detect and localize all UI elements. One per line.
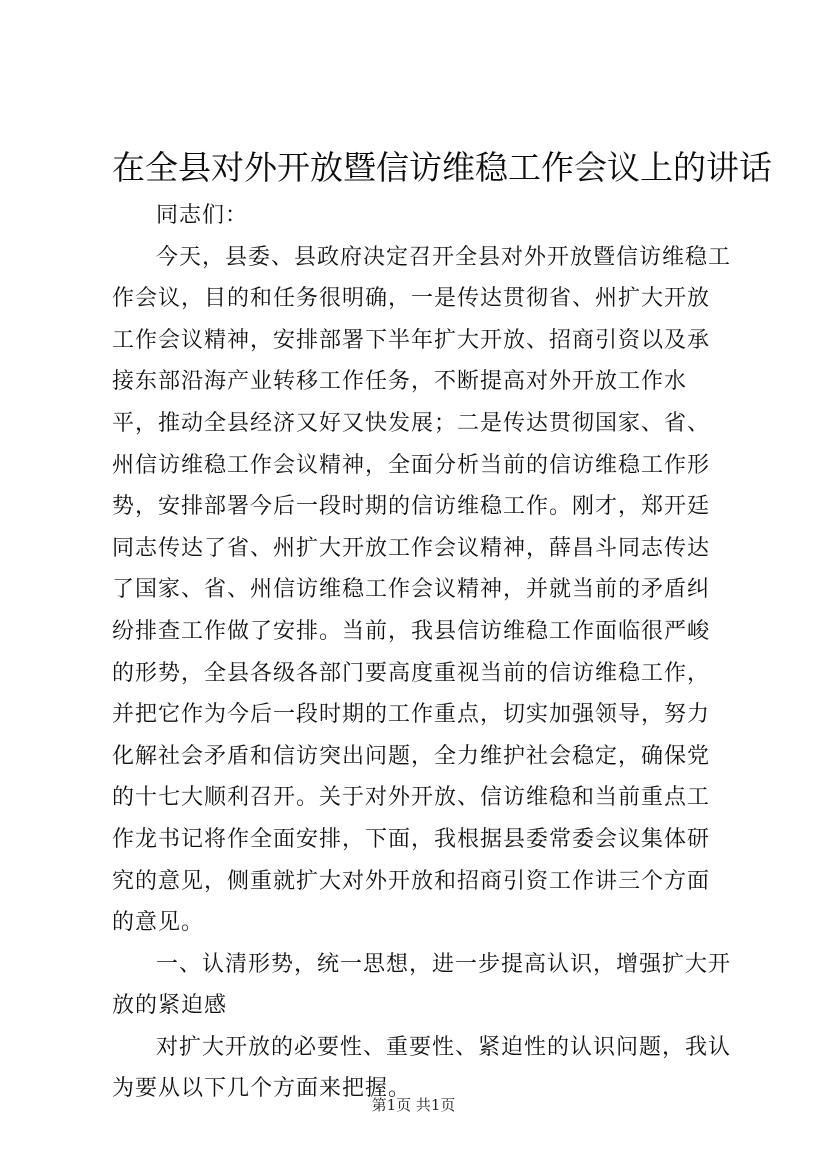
document-title: 在全县对外开放暨信访维稳工作会议上的讲话 (112, 148, 772, 187)
paragraph-section-1: 对扩大开放的必要性、重要性、紧迫性的认识问题，我认为要从以下几个方面来把握。 (112, 1034, 732, 1102)
paragraph-intro: 今天，县委、县政府决定召开全县对外开放暨信访维稳工作会议，目的和任务很明确，一是传达贯彻省、州扩大开放工作会议精神，安排部署下半年扩大开放、招商引资以及承接东部沿海产业转移工作任务，不断提高对外开放工作水平，推动全县经济又好又快发展；二是传达贯彻国家、省、州信访维稳工作会议精神，全面分析当前的信访维稳工作形势，安排部署今后一段时期的信访维稳工作。刚才，郑开廷同志传达了省、州扩大开放工作会议精神，薛昌斗同志传达了国家、省、州信访维稳工作会议精神，并就当前的矛盾纠纷排查工作做了安排。当前，我县信访维稳工作面临很严峻的形势，全县各级各部门要高度重视当前的信访维稳工作，并把它作为今后一段时期的工作重点，切实加强领导，努力化解社会矛盾和信访突出问题，全力维护社会稳定，确保党的十七大顺利召开。关于对外开放、信访维稳和当前重点工作龙书记将作全面安排，下面，我根据县委常委会议集体研究的意见，侧重就扩大对外开放和招商引资工作讲三个方面的意见。 (112, 244, 732, 936)
salutation: 同志们： (156, 203, 249, 228)
document-body (112, 195, 732, 1110)
section-heading-1: 一、认清形势，统一思想，进一步提高认识，增强扩大开放的紧迫感 (112, 951, 732, 1019)
page-footer: 第1页 共1页 (371, 1096, 456, 1114)
